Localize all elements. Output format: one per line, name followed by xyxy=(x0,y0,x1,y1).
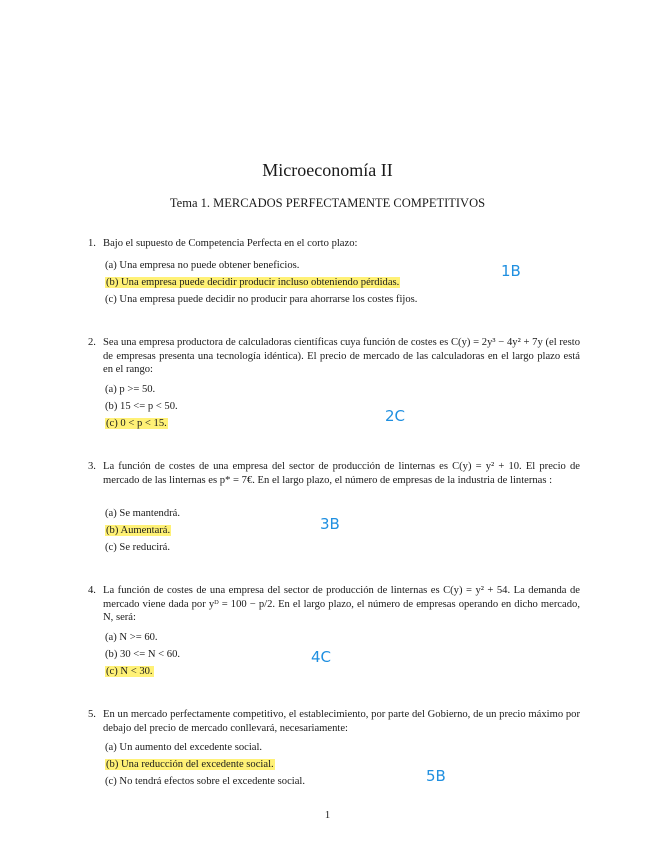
answer-annotation-1: 1B xyxy=(501,262,521,280)
highlighted-answer xyxy=(105,666,154,677)
option-c xyxy=(105,665,154,679)
option-a xyxy=(105,631,158,645)
option-label: (c) xyxy=(106,666,118,677)
highlighted-answer xyxy=(105,277,400,288)
option-a xyxy=(105,741,262,755)
option-c xyxy=(105,417,168,431)
option-b xyxy=(105,276,400,290)
page-number: 1 xyxy=(324,810,331,821)
question-text: La función de costes de una empresa del sector de producción de linternas es C(y) = y² + 10. El precio de mercado de las linternas es p* = 7€. En el largo plazo, el número de empresas de la industria de linternas : xyxy=(103,461,580,486)
option-label: (b) xyxy=(106,525,119,536)
question-text: En un mercado perfectamente competitivo, el establecimiento, por parte del Gobierno, de un precio máximo por debajo del precio de mercado conllevará, necesariamente: xyxy=(103,709,580,734)
option-text: Una empresa puede decidir no producir para ahorrarse los costes fijos. xyxy=(119,294,418,305)
option-b xyxy=(105,648,180,662)
option-label: (c) xyxy=(106,418,118,429)
question-text: Bajo el supuesto de Competencia Perfecta en el corto plazo: xyxy=(103,238,358,249)
option-c xyxy=(105,775,305,789)
option-a xyxy=(105,383,155,397)
option-c xyxy=(105,293,417,307)
option-label: (b) xyxy=(106,277,119,288)
option-text: N < 30. xyxy=(120,666,153,677)
question-text: Sea una empresa productora de calculadoras científicas cuya función de costes es C(y) = 2y³ − 4y² + 7y (el resto de empresas presenta una tecnología idéntica). El precio de mercado de las calculadoras en el largo plazo está en el rango: xyxy=(103,337,580,375)
option-text: N >= 60. xyxy=(119,632,158,643)
question-number: 1. xyxy=(88,238,96,249)
option-b xyxy=(105,758,275,772)
option-text: Una empresa no puede obtener beneficios. xyxy=(119,260,300,271)
page-subtitle: Tema 1. MERCADOS PERFECTAMENTE COMPETITIVOS xyxy=(169,196,486,210)
option-text: 30 <= N < 60. xyxy=(120,649,181,660)
question-number: 2. xyxy=(88,337,96,348)
highlighted-answer xyxy=(105,525,171,536)
option-text: Una empresa puede decidir producir incluso obteniendo pérdidas. xyxy=(121,277,400,288)
page-title: Microeconomía II xyxy=(262,160,393,180)
option-label: (a) xyxy=(105,508,117,519)
option-c xyxy=(105,541,170,555)
answer-annotation-2: 2C xyxy=(385,407,406,425)
option-a xyxy=(105,259,299,273)
option-text: Aumentará. xyxy=(120,525,171,536)
option-label: (a) xyxy=(105,260,117,271)
option-text: No tendrá efectos sobre el excedente social. xyxy=(119,776,306,787)
option-label: (c) xyxy=(105,294,117,305)
option-text: 0 < p < 15. xyxy=(120,418,167,429)
option-text: p >= 50. xyxy=(119,384,156,395)
option-label: (a) xyxy=(105,632,117,643)
option-label: (c) xyxy=(105,542,117,553)
option-b xyxy=(105,400,178,414)
highlighted-answer xyxy=(105,418,168,429)
option-b xyxy=(105,524,171,538)
question-number: 3. xyxy=(88,461,96,472)
option-a xyxy=(105,507,180,521)
answer-annotation-3: 3B xyxy=(320,515,340,533)
option-text: Un aumento del excedente social. xyxy=(119,742,263,753)
option-text: Una reducción del excedente social. xyxy=(121,759,274,770)
option-text: 15 <= p < 50. xyxy=(120,401,178,412)
option-label: (a) xyxy=(105,742,117,753)
question-1 xyxy=(88,237,580,305)
option-label: (b) xyxy=(106,759,119,770)
question-number: 4. xyxy=(88,585,96,596)
option-text: Se reducirá. xyxy=(119,542,171,553)
option-label: (b) xyxy=(105,649,118,660)
highlighted-answer xyxy=(105,759,275,770)
option-text: Se mantendrá. xyxy=(119,508,181,519)
option-label: (b) xyxy=(105,401,118,412)
question-text: La función de costes de una empresa del sector de producción de linternas es C(y) = y² + 54. La demanda de mercado viene dada por yᴰ = 100 − p/2. En el largo plazo, el número de empresas operando en dicho mercado, N, será: xyxy=(103,585,580,623)
option-label: (a) xyxy=(105,384,117,395)
option-label: (c) xyxy=(105,776,117,787)
answer-annotation-4: 4C xyxy=(311,648,332,666)
answer-annotation-5: 5B xyxy=(426,767,446,785)
question-number: 5. xyxy=(88,709,96,720)
